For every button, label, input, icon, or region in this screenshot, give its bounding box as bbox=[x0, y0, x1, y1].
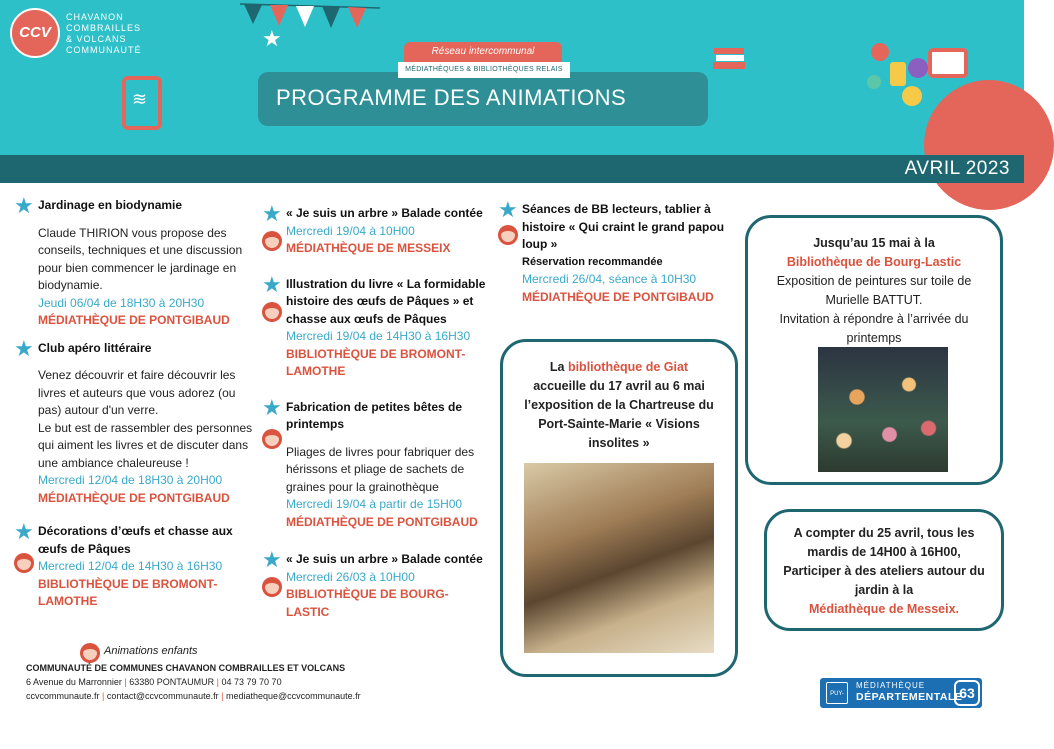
child-face-icon bbox=[498, 225, 518, 245]
event-je-suis-un-arbre-2: ★ « Je suis un arbre » Balade contée Mercredi 26/03 à 10H00 BIBLIOTHÈQUE DE BOURG-LASTIC bbox=[262, 547, 483, 619]
mediatheque-departementale-logo: PUY-DE-DÔME MÉDIATHÈQUE DÉPARTEMENTALE 63 bbox=[820, 678, 982, 708]
website-link[interactable]: ccvcommunaute.fr bbox=[26, 691, 100, 701]
child-face-icon bbox=[262, 231, 282, 251]
ccv-logo: CCV bbox=[10, 8, 60, 58]
children-legend: Animations enfants bbox=[104, 645, 198, 657]
month-label: AVRIL 2023 bbox=[904, 158, 1010, 179]
event-bb-lecteurs: ★ Séances de BB lecteurs, tablier à histoire « Qui craint le grand papou loup » Réservation recommandée Mercredi 26/04, séance à 10H30 MÉDIATHÈQUE DE PONTGIBAUD bbox=[498, 197, 725, 304]
star-icon: ★ bbox=[262, 26, 282, 51]
star-icon: ★ bbox=[262, 201, 282, 226]
header-banner bbox=[0, 0, 1024, 155]
flowers-painting-image bbox=[818, 347, 948, 472]
messeix-library-name: Médiathèque de Messeix. bbox=[808, 602, 960, 616]
contact-email-link[interactable]: contact@ccvcommunaute.fr bbox=[106, 691, 219, 701]
column-3 bbox=[484, 197, 738, 306]
column-1 bbox=[0, 193, 262, 611]
program-content bbox=[0, 183, 1024, 741]
star-icon: ★ bbox=[262, 394, 282, 420]
books-icon bbox=[712, 46, 748, 72]
event-jardinage: ★ Jardinage en biodynamie Claude THIRION vous propose des conseils, techniques et une discussion pour bien commencer le jardinage en biodynamie. Jeudi 06/04 de 18H30 à 20H30 MÉDIATHÈQUE DE PONTGIBAUD bbox=[14, 193, 243, 327]
event-decorations-oeufs: ★ Décorations d’œufs et chasse aux œufs de Pâques Mercredi 12/04 de 14H30 à 16H30 BIBLIOTHÈQUE DE BROMONT-LAMOTHE bbox=[14, 519, 233, 608]
mediatheque-email-link[interactable]: mediatheque@ccvcommunaute.fr bbox=[225, 691, 361, 701]
child-face-icon bbox=[80, 643, 100, 663]
child-face-icon bbox=[262, 302, 282, 322]
bourg-lastic-box: Jusqu’au 15 mai à la Bibliothèque de Bourg-Lastic Exposition de peintures sur toile de Murielle BATTUT. Invitation à répondre à l’arrivée du printemps bbox=[745, 215, 1003, 485]
event-club-apero: ★ Club apéro littéraire Venez découvrir et faire découvrir les livres et auteurs que vous adorez (ou pas) autour d'un verre. Le but est de rassembler des personnes qui aiment les livres et de discuter dans une ambiance chaleureuse ! Mercredi 12/04 de 18H30 à 20H00 MÉDIATHÈQUE DE PONTGIBAUD bbox=[14, 335, 253, 505]
column-2 bbox=[248, 201, 488, 621]
exhibition-painting-image bbox=[524, 463, 714, 653]
star-icon: ★ bbox=[14, 335, 34, 361]
child-face-icon bbox=[262, 577, 282, 597]
footer-contact: COMMUNAUTÉ DE COMMUNES CHAVANON COMBRAILLES ET VOLCANS 6 Avenue du Marronnier | 63380 PONTAUMUR | 04 73 79 70 70 ccvcommunaute.fr | contact@ccvcommunaute.fr | mediatheque@ccvcommunaute.fr bbox=[26, 663, 361, 701]
star-icon: ★ bbox=[262, 547, 282, 572]
network-tag: Réseau intercommunal bbox=[404, 42, 562, 62]
network-subtitle: MÉDIATHÈQUES & BIBLIOTHÈQUES RELAIS bbox=[398, 62, 570, 78]
event-illustration-livre: ★ Illustration du livre « La formidable histoire des œufs de Pâques » et chasse aux œufs de Pâques Mercredi 19/04 de 14H30 à 16H30 BIBLIOTHÈQUE DE BROMONT-LAMOTHE bbox=[262, 271, 486, 378]
header-strip bbox=[0, 155, 1024, 183]
bourg-lastic-library-name: Bibliothèque de Bourg-Lastic bbox=[786, 255, 962, 269]
child-face-icon bbox=[14, 553, 34, 573]
logo-text: CHAVANON COMBRAILLES & VOLCANS COMMUNAUTÉ bbox=[66, 12, 142, 55]
bunting-flags-icon bbox=[240, 0, 380, 40]
giat-exhibition-box: La bibliothèque de Giat accueille du 17 avril au 6 mai l’exposition de la Chartreuse du Port-Sainte-Marie « Visions insolites » bbox=[500, 339, 738, 677]
messeix-workshop-box: A compter du 25 avril, tous les mardis de 14H00 à 16H00, Participer à des ateliers autour du jardin à la Médiathèque de Messeix. bbox=[764, 509, 1004, 631]
event-petites-betes: ★ Fabrication de petites bêtes de printemps Pliages de livres pour fabriquer des hérissons et pliage de sachets de graines pour la grainothèque Mercredi 19/04 à partir de 15H00 MÉDIATHÈQUE DE PONTGIBAUD bbox=[262, 394, 478, 529]
waves-icon: ≋ bbox=[132, 89, 148, 109]
page-title: PROGRAMME DES ANIMATIONS bbox=[276, 85, 627, 110]
child-face-icon bbox=[262, 429, 282, 449]
star-icon: ★ bbox=[262, 271, 282, 297]
puy-de-dome-crest-icon: PUY-DE-DÔME bbox=[826, 682, 848, 704]
star-icon: ★ bbox=[14, 193, 34, 218]
star-icon: ★ bbox=[14, 519, 34, 544]
event-je-suis-un-arbre-1: ★ « Je suis un arbre » Balade contée Mercredi 19/04 à 10H00 MÉDIATHÈQUE DE MESSEIX bbox=[262, 201, 483, 255]
star-icon: ★ bbox=[498, 197, 518, 222]
giat-library-name: bibliothèque de Giat bbox=[567, 360, 689, 374]
